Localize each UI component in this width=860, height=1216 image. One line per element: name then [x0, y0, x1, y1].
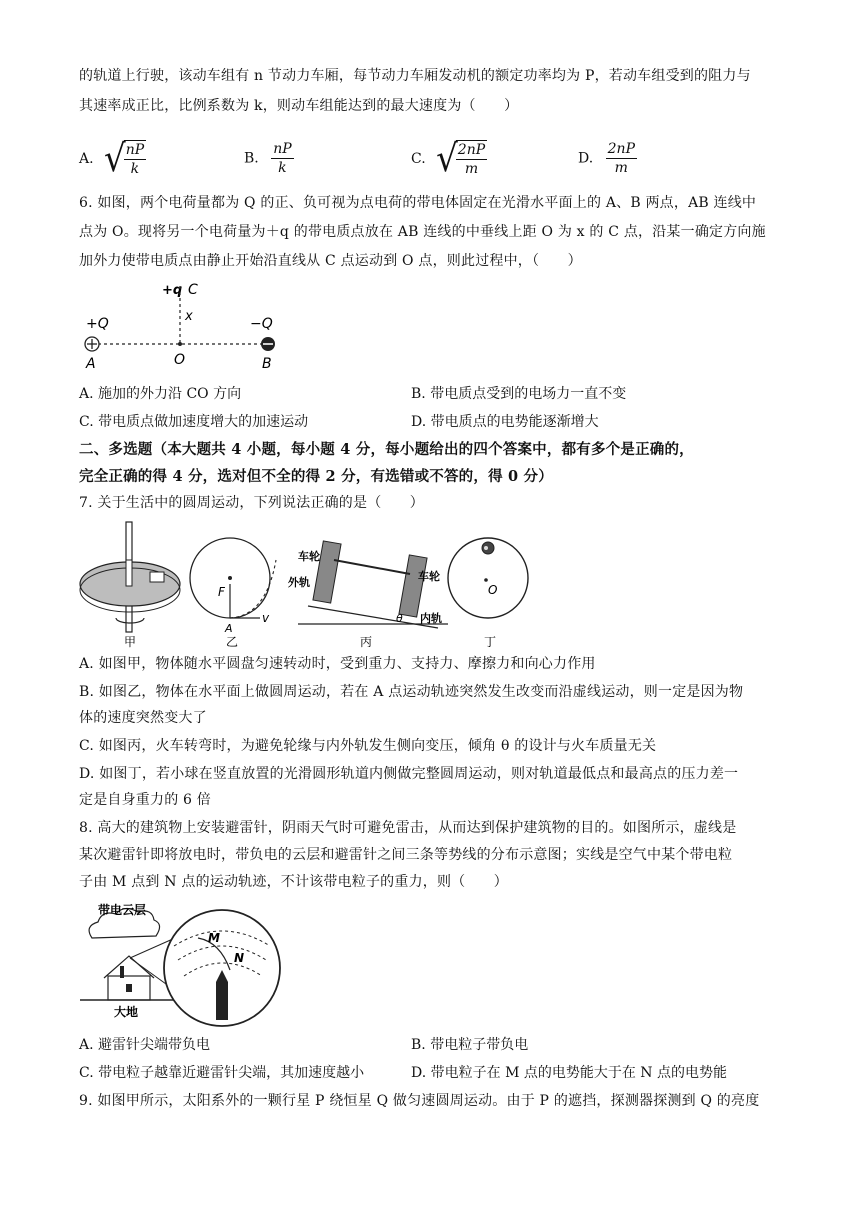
- q6-option-b: B. 带电质点受到的电场力一直不变: [411, 386, 627, 402]
- option-label: A.: [79, 151, 94, 167]
- fig-label-m: M: [208, 931, 220, 945]
- fig-label-x: x: [185, 309, 193, 324]
- q6-option-d: D. 带电质点的电势能逐渐增大: [411, 414, 599, 430]
- q7-option-a: A. 如图甲，物体随水平圆盘匀速转动时，受到重力、支持力、摩擦力和向心力作用: [79, 656, 596, 672]
- fraction-denominator: k: [278, 160, 287, 176]
- fig-label-plusq: +Q: [86, 316, 109, 332]
- q5-option-b: [244, 140, 294, 177]
- positive-charge-icon: [85, 337, 99, 351]
- fig-label-minusq: −Q: [250, 316, 273, 332]
- circle-motion-diagram: [190, 538, 276, 649]
- fig-label-yi: 乙: [226, 635, 239, 649]
- q5-option-c: C. √ $\frac{2nP}{m}$: [411, 137, 486, 181]
- q7-option-b-line2: 体的速度突然变大了: [79, 710, 207, 726]
- q7-option-c: C. 如图丙，火车转弯时，为避免轮缘与内外轨发生侧向变压，倾角 θ 的设计与火车质量无关: [79, 738, 657, 754]
- train-curve-diagram: [288, 541, 448, 649]
- fraction-denominator: k: [130, 161, 140, 177]
- fig-label-ding: 丁: [484, 635, 497, 649]
- fig-label-theta: θ: [396, 612, 403, 625]
- turntable-diagram: [80, 522, 180, 649]
- fig-label-wheel-right: 车轮: [418, 570, 440, 583]
- fraction-numerator: 2nP: [607, 141, 635, 157]
- fig-label-jia: 甲: [124, 635, 137, 649]
- fig-label-outer-rail: 外轨: [288, 576, 310, 589]
- q6-option-c: C. 带电质点做加速度增大的加速运动: [79, 414, 309, 430]
- q7-option-d-line2: 定是自身重力的 6 倍: [79, 792, 212, 808]
- q9-line1: 9. 如图甲所示，太阳系外的一颗行星 P 绕恒星 Q 做匀速圆周运动。由于 P 的遮挡，探测器探测到 Q 的亮度: [79, 1093, 760, 1109]
- q8-line2: 某次避雷针即将放电时，带负电的云层和避雷针之间三条等势线的分布示意图；实线是空气中某个带电粒: [79, 847, 733, 863]
- q7-figure: [76, 520, 536, 650]
- q8-option-a: A. 避雷针尖端带负电: [79, 1037, 211, 1053]
- q5-line2: 其速率成正比，比例系数为 k，则动车组能达到的最大速度为（ ）: [79, 98, 519, 114]
- fig-label-b: B: [262, 356, 272, 372]
- fig-label-cloud: 带电云层: [98, 903, 147, 917]
- fig-label-a: A: [86, 356, 96, 372]
- fig-label-wheel-left: 车轮: [298, 550, 320, 563]
- option-label: D.: [578, 150, 594, 167]
- q6-line3: 加外力使带电质点由静止开始沿直线从 C 点运动到 O 点，则此过程中，（ ）: [79, 253, 582, 269]
- fraction-denominator: m: [464, 161, 479, 177]
- option-label: C.: [411, 151, 426, 167]
- fig-label-a: A: [225, 622, 233, 635]
- q7-option-d-line1: D. 如图丁，若小球在竖直放置的光滑圆形轨道内侧做完整圆周运动，则对轨道最低点和最高点的压力差一: [79, 766, 739, 782]
- q5-line1: 的轨道上行驶，该动车组有 n 节动力车厢，每节动力车厢发动机的额定功率均为 P，若动车组受到的阻力与: [79, 68, 751, 84]
- fig-label-bing: 丙: [360, 635, 373, 649]
- q8-option-d: D. 带电粒子在 M 点的电势能大于在 N 点的电势能: [411, 1065, 728, 1081]
- section-heading-line1: 二、多选题（本大题共 4 小题，每小题 4 分，每小题给出的四个答案中，都有多个是正确的，: [79, 441, 694, 458]
- fig-label-f: F: [218, 585, 225, 599]
- q5-option-a: A. √ $\frac{nP}{k}$: [79, 137, 145, 181]
- q8-option-c: C. 带电粒子越靠近避雷针尖端，其加速度越小: [79, 1065, 365, 1081]
- q8-figure: [80, 898, 290, 1028]
- fig-label-o: O: [174, 352, 186, 368]
- fig-label-q: +q: [162, 283, 183, 298]
- fig-label-o: O: [488, 583, 498, 597]
- fig-label-inner-rail: 内轨: [420, 612, 442, 625]
- fraction-numerator: nP: [125, 142, 145, 158]
- q8-line1: 8. 高大的建筑物上安装避雷针，阴雨天气时可避免雷击，从而达到保护建筑物的目的。如图所示，虚线是: [79, 820, 737, 836]
- fig-label-c: C: [188, 282, 198, 298]
- q6-line1: 6. 如图，两个电荷量都为 Q 的正、负可视为点电荷的带电体固定在光滑水平面上的 A、B 两点，AB 连线中: [79, 195, 757, 211]
- fraction-numerator: 2nP: [457, 142, 486, 158]
- fraction-denominator: m: [614, 160, 628, 176]
- q7-option-b-line1: B. 如图乙，物体在水平面上做圆周运动，若在 A 点运动轨迹突然发生改变而沿虚线运动，则一定是因为物: [79, 684, 744, 700]
- house-icon: [104, 956, 154, 1000]
- q8-line3: 子由 M 点到 N 点的运动轨迹，不计该带电粒子的重力，则（ ）: [79, 874, 508, 890]
- fig-label-ground: 大地: [114, 1005, 139, 1019]
- q6-option-a: A. 施加的外力沿 CO 方向: [79, 386, 242, 402]
- vertical-loop-diagram: [448, 538, 528, 649]
- q5-option-d: [578, 140, 637, 177]
- option-label: B.: [244, 150, 259, 167]
- q6-line2: 点为 O。现将另一个电荷量为＋q 的带电质点放在 AB 连线的中垂线上距 O 为 x 的 C 点，沿某一确定方向施: [79, 224, 766, 240]
- q6-figure: [78, 278, 288, 378]
- negative-charge-icon: [261, 337, 275, 351]
- q8-option-b: B. 带电粒子带负电: [411, 1037, 529, 1053]
- fig-label-n: N: [234, 951, 245, 965]
- section-heading-line2: 完全正确的得 4 分，选对但不全的得 2 分，有选错或不答的，得 0 分）: [79, 468, 553, 485]
- q7-stem: 7. 关于生活中的圆周运动，下列说法正确的是（ ）: [79, 495, 425, 511]
- fraction-numerator: nP: [273, 141, 292, 157]
- fig-label-v: v: [262, 611, 270, 625]
